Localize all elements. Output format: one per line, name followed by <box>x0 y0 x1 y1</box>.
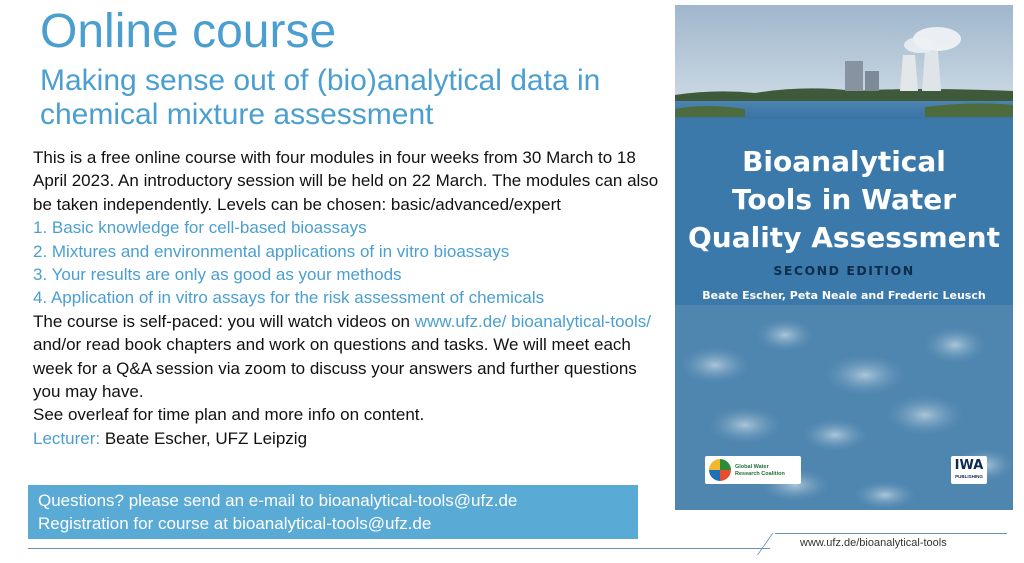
book-title-line: Tools in Water <box>731 183 957 216</box>
book-cover <box>675 5 1013 510</box>
lecturer-line <box>33 427 663 450</box>
gwrc-logo-line: Research Coalition <box>735 470 785 477</box>
footer-divider-upper <box>775 533 1007 534</box>
lecturer-label: Lecturer: <box>33 428 101 448</box>
gwrc-logo-text <box>735 464 785 477</box>
book-edition: SECOND EDITION <box>773 263 915 278</box>
book-title-line: Bioanalytical <box>742 145 946 178</box>
book-cover-artwork <box>675 5 1013 510</box>
page-title: Online course <box>40 5 337 58</box>
module-item: 4. Application of in vitro assays for the risk assessment of chemicals <box>33 288 545 308</box>
book-authors: Beate Escher, Peta Neale and Frederic Leusch <box>702 289 986 302</box>
contact-box <box>28 485 638 539</box>
globe-icon <box>709 459 731 481</box>
gwrc-logo-line: Global Water <box>735 464 769 470</box>
overleaf-note: See overleaf for time plan and more info on content. <box>33 405 425 425</box>
module-list <box>33 216 663 310</box>
iwa-publishing-logo <box>951 456 987 484</box>
footer-divider-slant <box>757 533 773 555</box>
registration-email[interactable]: Registration for course at bioanalytical-tools@ufz.de <box>38 514 432 533</box>
intro-text: This is a free online course with four modules in four weeks from 30 March to 18 April 2023. An introductory session will be held on 22 March. The modules can also be taken independently. Levels can be chosen: basic/advanced/expert <box>33 148 659 214</box>
self-paced-text <box>33 310 663 404</box>
footer-divider <box>28 548 770 549</box>
book-title <box>675 143 1013 257</box>
page-subtitle: Making sense out of (bio)analytical data in chemical mixture assessment <box>40 64 601 131</box>
book-title-line: Quality Assessment <box>687 221 1001 254</box>
self-paced-intro: The course is self-paced: you will watch videos on <box>33 311 415 331</box>
module-item: 2. Mixtures and environmental applications of in vitro bioassays <box>33 241 510 261</box>
module-item: 3. Your results are only as good as your methods <box>33 265 402 285</box>
gwrc-logo <box>705 456 801 484</box>
questions-email[interactable]: Questions? please send an e-mail to bioanalytical-tools@ufz.de <box>38 491 518 510</box>
iwa-logo-sub: PUBLISHING <box>955 474 983 479</box>
self-paced-rest: and/or read book chapters and work on questions and tasks. We will meet each week for a Q&A session via zoom to discuss your answers and further questions you may have. <box>33 335 637 402</box>
lecturer-name: Beate Escher, UFZ Leipzig <box>100 428 308 448</box>
iwa-logo-main: IWA <box>954 458 984 473</box>
videos-link[interactable]: www.ufz.de/ bioanalytical-tools/ <box>414 311 651 331</box>
module-item: 1. Basic knowledge for cell-based bioassays <box>33 218 367 238</box>
footer-url[interactable]: www.ufz.de/bioanalytical-tools <box>800 537 947 549</box>
course-description <box>33 146 663 450</box>
